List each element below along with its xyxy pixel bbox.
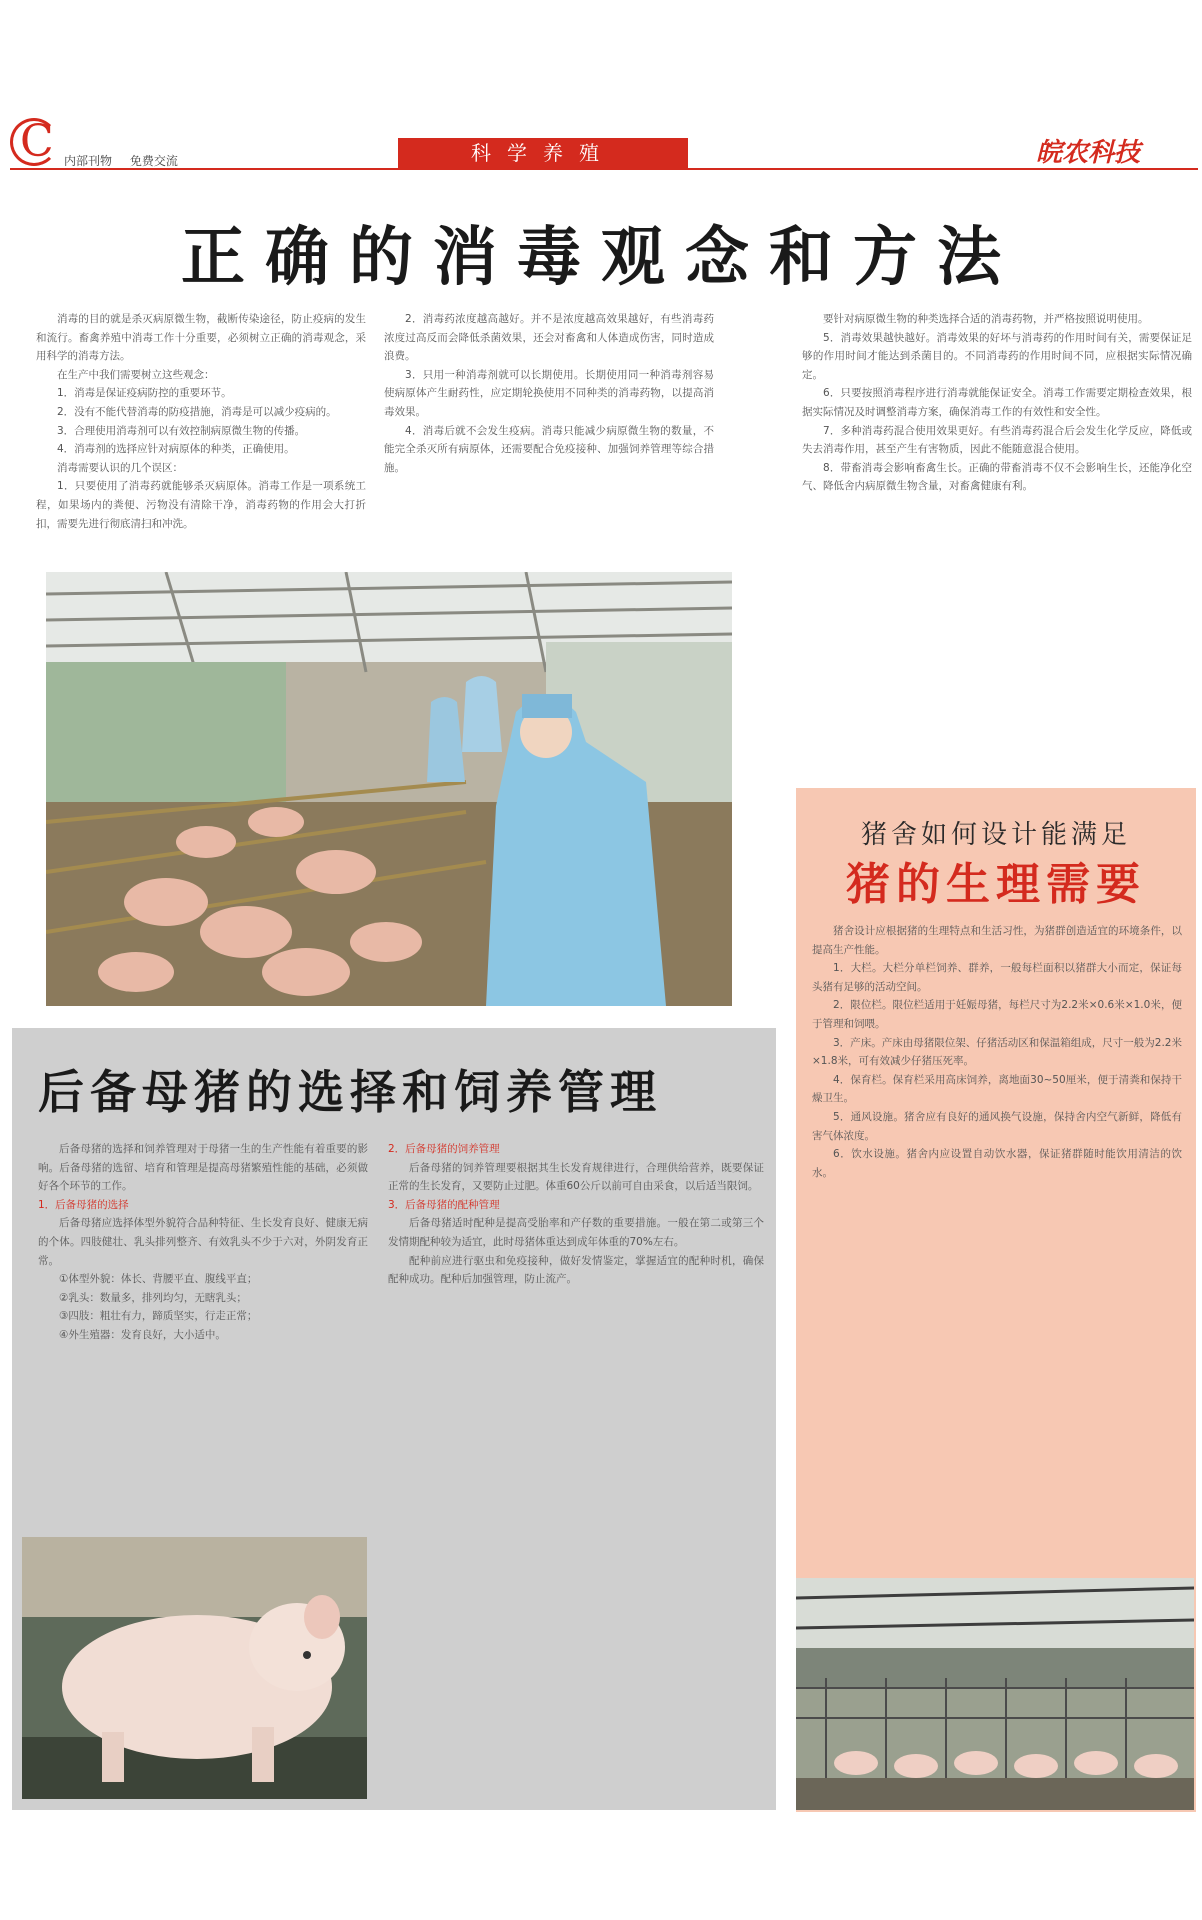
gilt-col-a bbox=[38, 1140, 368, 1530]
paragraph: 后备母猪适时配种是提高受胎率和产仔数的重要措施。一般在第二或第三个发情期配种较为适宜，此时母猪体重达到成年体重的70%左右。 bbox=[388, 1217, 764, 1248]
pigsty-title-line2: 猪的生理需要 bbox=[846, 859, 1146, 910]
article-col-3 bbox=[802, 310, 1192, 782]
paragraph: 3．只用一种消毒剂就可以长期使用。长期使用同一种消毒剂容易使病原体产生耐药性，应定期轮换使用不同种类的消毒药物，以提高消毒效果。 bbox=[384, 368, 714, 418]
paragraph: 2．后备母猪的饲养管理 bbox=[388, 1143, 500, 1155]
paragraph: 5．通风设施。猪舍应有良好的通风换气设施，保持舍内空气新鲜，降低有害气体浓度。 bbox=[812, 1110, 1182, 1142]
gilt-col-b bbox=[388, 1140, 764, 1806]
meta-free: 免费交流 bbox=[129, 154, 178, 168]
paragraph: 8．带畜消毒会影响畜禽生长。正确的带畜消毒不仅不会影响生长，还能净化空气、降低舍内病原微生物含量，对畜禽健康有利。 bbox=[802, 461, 1192, 493]
paragraph: 在生产中我们需要树立这些观念： bbox=[57, 368, 215, 381]
paragraph: 要针对病原微生物的种类选择合适的消毒药物，并严格按照说明使用。 bbox=[823, 313, 1149, 325]
paragraph: 4．消毒剂的选择应针对病原体的种类，正确使用。 bbox=[57, 443, 295, 456]
paragraph: 1．消毒是保证疫病防控的重要环节。 bbox=[57, 387, 232, 400]
paragraph: 猪舍设计应根据猪的生理特点和生活习性，为猪群创造适宜的环境条件，以提高生产性能。 bbox=[812, 925, 1182, 956]
paragraph: 6．只要按照消毒程序进行消毒就能保证安全。消毒工作需要定期检查效果，根据实际情况及时调整消毒方案，确保消毒工作的有效性和安全性。 bbox=[802, 387, 1192, 418]
paragraph: 5．消毒效果越快越好。消毒效果的好坏与消毒药的作用时间有关，需要保证足够的作用时间才能达到杀菌目的。不同消毒药的作用时间不同，应根据实际情况确定。 bbox=[802, 331, 1192, 381]
paragraph: 后备母猪的饲养管理要根据其生长发育规律进行，合理供给营养，既要保证正常的生长发育，又要防止过肥。体重60公斤以前可自由采食，以后适当限饲。 bbox=[388, 1161, 764, 1193]
paragraph: ①体型外貌：体长、背腰平直、腹线平直； bbox=[59, 1273, 258, 1286]
pigsty-title-line1: 猪舍如何设计能满足 bbox=[860, 820, 1131, 850]
paragraph: 消毒需要认识的几个误区： bbox=[57, 461, 183, 474]
gilt-photo bbox=[22, 1537, 367, 1799]
paragraph: 4．消毒后就不会发生疫病。消毒只能减少病原微生物的数量，不能完全杀灭所有病原体，还需要配合免疫接种、加强饲养管理等综合措施。 bbox=[384, 424, 714, 474]
paragraph: ④外生殖器：发育良好，大小适中。 bbox=[59, 1328, 226, 1341]
header-rule bbox=[10, 168, 1198, 170]
meta-internal: 内部刊物 bbox=[64, 154, 113, 168]
paragraph: 6．饮水设施。猪舍内应设置自动饮水器，保证猪群随时能饮用清洁的饮水。 bbox=[812, 1148, 1182, 1179]
article-col-1 bbox=[36, 310, 366, 560]
paragraph: 1．后备母猪的选择 bbox=[38, 1198, 129, 1211]
brand-logo: 皖农科技 bbox=[1036, 138, 1141, 168]
section-letter: C bbox=[20, 116, 54, 167]
paragraph: 1．只要使用了消毒药就能够杀灭病原体。消毒工作是一项系统工程，如果场内的粪便、污物没有清除干净，消毒药物的作用会大打折扣，需要先进行彻底清扫和冲洗。 bbox=[36, 480, 366, 530]
paragraph: 配种前应进行驱虫和免疫接种，做好发情鉴定，掌握适宜的配种时机，确保配种成功。配种后加强管理，防止流产。 bbox=[388, 1254, 764, 1286]
gilt-title: 后备母猪的选择和饲养管理 bbox=[38, 1065, 662, 1119]
paragraph: 3．产床。产床由母猪限位架、仔猪活动区和保温箱组成，尺寸一般为2.2米×1.8米，可有效减少仔猪压死率。 bbox=[812, 1036, 1182, 1068]
paragraph: 4．保育栏。保育栏采用高床饲养，离地面30~50厘米，便于清粪和保持干燥卫生。 bbox=[812, 1073, 1182, 1105]
paragraph: 消毒的目的就是杀灭病原微生物，截断传染途径，防止疫病的发生和流行。畜禽养殖中消毒工作十分重要，必须树立正确的消毒观念，采用科学的消毒方法。 bbox=[36, 313, 366, 363]
article-col-2 bbox=[384, 310, 714, 560]
main-title: 正确的消毒观念和方法 bbox=[181, 221, 1021, 295]
paragraph: ③四肢：粗壮有力，蹄质坚实，行走正常； bbox=[59, 1310, 258, 1323]
header-meta bbox=[64, 152, 192, 169]
pigsty-body bbox=[812, 922, 1182, 1562]
pig-barn-photo bbox=[46, 572, 732, 1006]
paragraph: 2．消毒药浓度越高越好。并不是浓度越高效果越好，有些消毒药浓度过高反而会降低杀菌效果，还会对畜禽和人体造成伤害，同时造成浪费。 bbox=[384, 313, 714, 363]
paragraph: 后备母猪应选择体型外貌符合品种特征、生长发育良好、健康无病的个体。四肢健壮、乳头排列整齐、有效乳头不少于六对，外阴发育正常。 bbox=[38, 1217, 368, 1267]
paragraph: 1．大栏。大栏分单栏饲养、群养，一般每栏面积以猪群大小而定，保证每头猪有足够的活动空间。 bbox=[812, 962, 1182, 993]
paragraph: 后备母猪的选择和饲养管理对于母猪一生的生产性能有着重要的影响。后备母猪的选留、培育和管理是提高母猪繁殖性能的基础，必须做好各个环节的工作。 bbox=[38, 1143, 368, 1193]
paragraph: 7．多种消毒药混合使用效果更好。有些消毒药混合后会发生化学反应，降低或失去消毒作用，甚至产生有害物质，因此不能随意混合使用。 bbox=[802, 424, 1192, 456]
paragraph: 3．后备母猪的配种管理 bbox=[388, 1198, 500, 1211]
paragraph: 2．没有不能代替消毒的防疫措施，消毒是可以减少疫病的。 bbox=[57, 405, 337, 418]
section-band: 科学养殖 bbox=[398, 138, 688, 168]
paragraph: ②乳头：数量多，排列均匀，无瞎乳头； bbox=[59, 1291, 247, 1304]
pigsty-photo bbox=[796, 1578, 1194, 1810]
paragraph: 3．合理使用消毒剂可以有效控制病原微生物的传播。 bbox=[57, 424, 306, 437]
paragraph: 2．限位栏。限位栏适用于妊娠母猪，每栏尺寸为2.2米×0.6米×1.0米，便于管理和饲喂。 bbox=[812, 999, 1182, 1030]
